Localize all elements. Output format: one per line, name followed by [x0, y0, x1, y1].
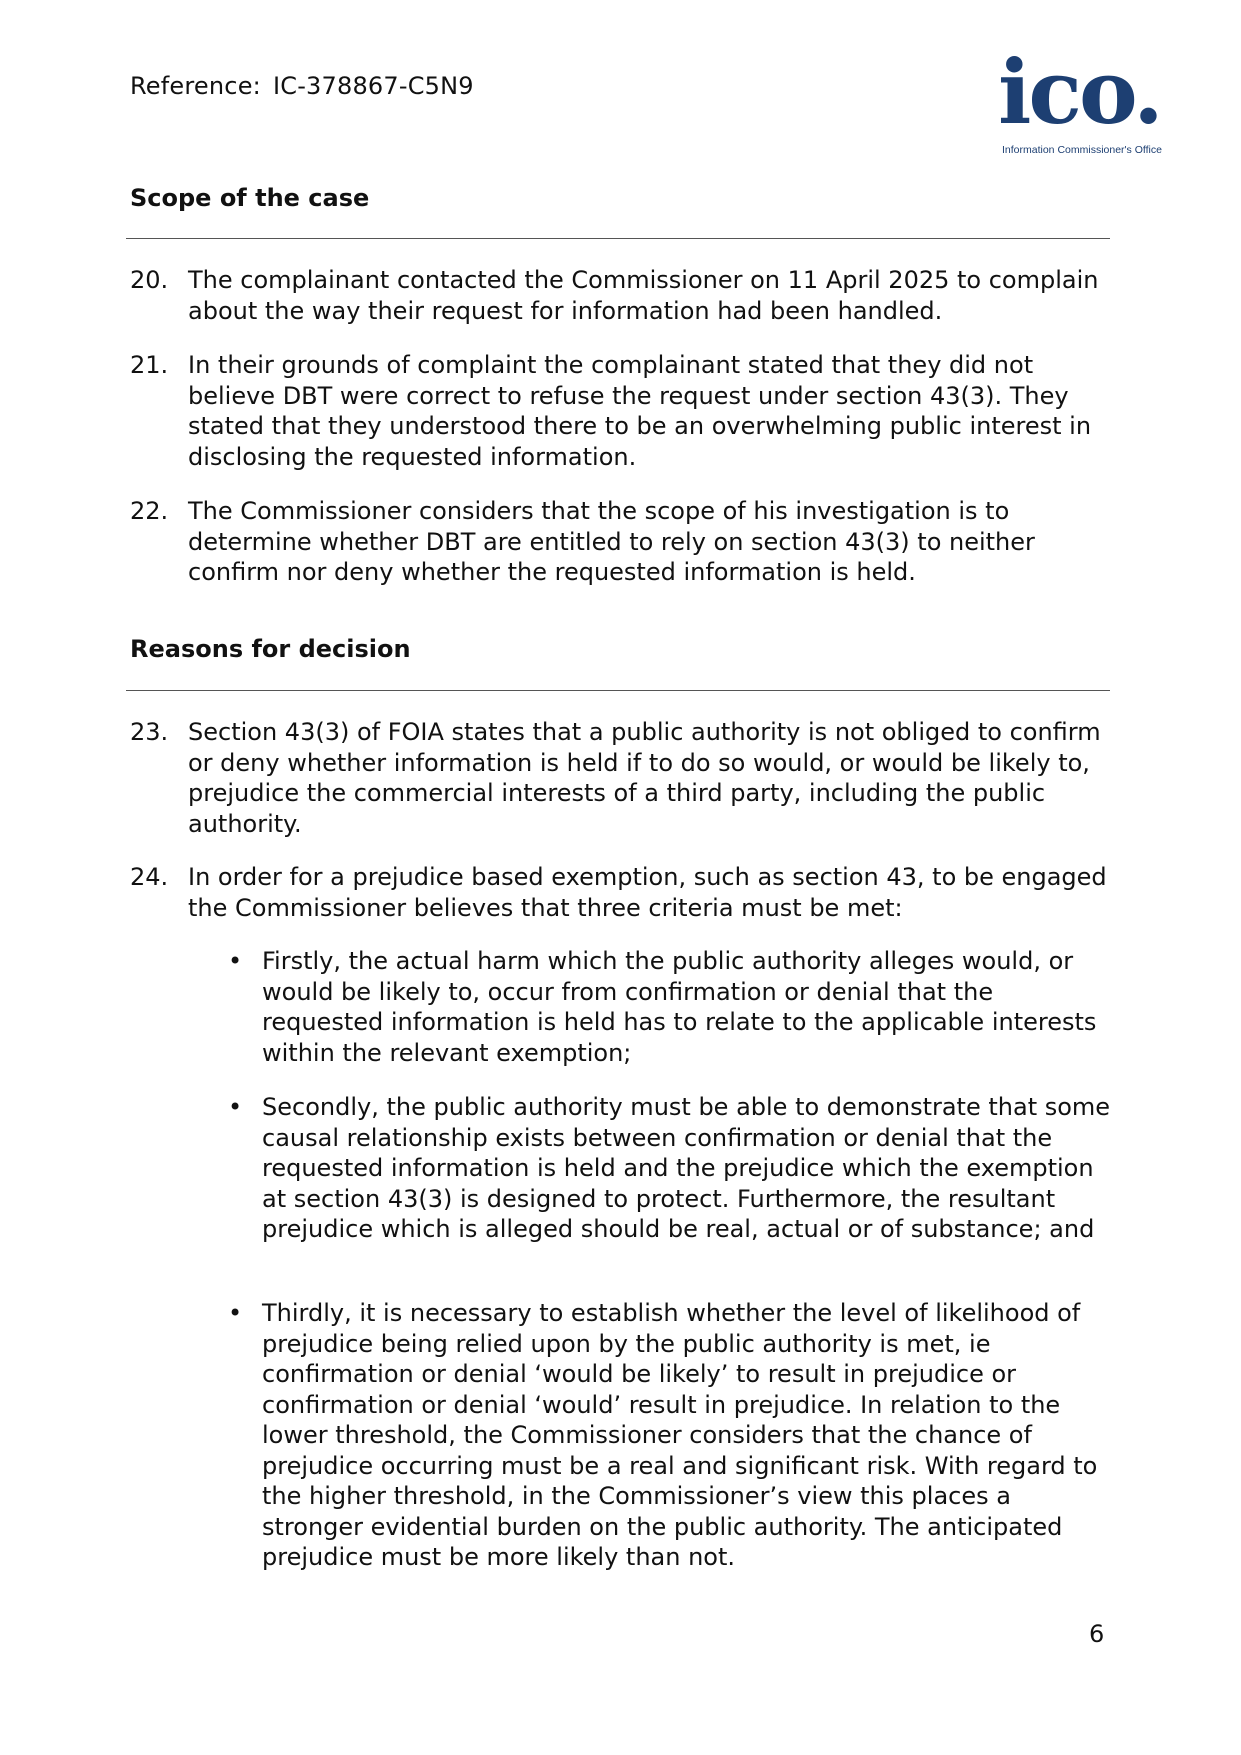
- bullet-text: Secondly, the public authority must be able to demonstrate that some causal relationship exists between confirmation or denial that the requested information is held and the prejudice which the exemption at section 43(3) is designed to protect. Furthermore, the resultant prejudice which is alleged should be real, actual or of substance; and: [262, 1093, 1111, 1243]
- bullet-text: Firstly, the actual harm which the public authority alleges would, or would be likely to, occur from confirmation or denial that the requested information is held has to relate to the applicable interests within the relevant exemption;: [262, 947, 1097, 1067]
- paragraph-number: 23.: [130, 718, 169, 746]
- paragraph-21: [130, 350, 1120, 472]
- bullet-item-secondly: [228, 1092, 1118, 1245]
- paragraph-20: [130, 265, 1120, 326]
- paragraph-24: [130, 862, 1120, 923]
- section-heading-scope: Scope of the case: [130, 184, 370, 212]
- reference-line: [130, 72, 474, 100]
- bullet-text: Thirdly, it is necessary to establish whether the level of likelihood of prejudice being relied upon by the public authority is met, ie confirmation or denial ‘would be likely’ to result in prejudice or confirmation or denial ‘would’ result in prejudice. In relation to the lower threshold, the Commissioner considers that the chance of prejudice occurring must be a real and significant risk. With regard to the higher threshold, in the Commissioner’s view this places a stronger evidential burden on the public authority. The anticipated prejudice must be more likely than not.: [262, 1299, 1098, 1571]
- ico-logo: [998, 42, 1180, 162]
- reference-code: IC-378867-C5N9: [272, 72, 474, 100]
- page-number: 6: [1089, 1620, 1105, 1648]
- paragraph-text: In their grounds of complaint the complainant stated that they did not believe DBT were correct to refuse the request under section 43(3). They stated that they understood there to be an overwhelming public interest in disclosing the requested information.: [188, 351, 1092, 471]
- paragraph-text: The complainant contacted the Commissioner on 11 April 2025 to complain about the way their request for information had been handled.: [188, 266, 1099, 325]
- section-heading-reasons: Reasons for decision: [130, 635, 411, 663]
- ico-logo-text: ico.: [998, 40, 1161, 144]
- paragraph-number: 24.: [130, 863, 169, 891]
- paragraph-text: Section 43(3) of FOIA states that a public authority is not obliged to confirm or deny whether information is held if to do so would, or would be likely to, prejudice the commercial interests of a third party, including the public authority.: [188, 718, 1101, 838]
- bullet-item-thirdly: [228, 1298, 1118, 1573]
- paragraph-text: In order for a prejudice based exemption, such as section 43, to be engaged the Commissioner believes that three criteria must be met:: [188, 863, 1107, 922]
- bullet-icon: •: [228, 947, 243, 975]
- reference-label: Reference:: [130, 72, 261, 100]
- section-divider: [126, 238, 1110, 239]
- paragraph-text: The Commissioner considers that the scope of his investigation is to determine whether DBT are entitled to rely on section 43(3) to neither confirm nor deny whether the requested information is held.: [188, 497, 1035, 586]
- ico-logo-subtitle: Information Commissioner's Office: [1002, 144, 1162, 156]
- paragraph-23: [130, 717, 1120, 839]
- paragraph-number: 20.: [130, 266, 169, 294]
- bullet-item-firstly: [228, 946, 1118, 1068]
- paragraph-number: 22.: [130, 497, 169, 525]
- paragraph-22: [130, 496, 1120, 588]
- paragraph-number: 21.: [130, 351, 169, 379]
- bullet-icon: •: [228, 1093, 243, 1121]
- bullet-icon: •: [228, 1299, 243, 1327]
- section-divider: [126, 690, 1110, 691]
